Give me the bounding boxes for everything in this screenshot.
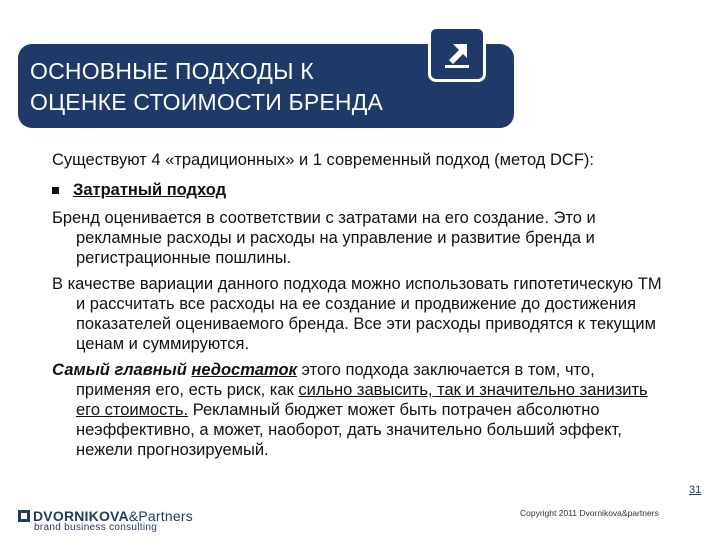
lead-text: Самый главный <box>52 361 192 379</box>
paragraph-1: Бренд оценивается в соответствии с затратами на его создание. Это и рекламные расходы и расходы на управление и развитие бренда и регистрационные пошлины. <box>52 209 596 267</box>
logo-brand-light: &Partners <box>128 508 193 524</box>
bullet-label: Затратный подход <box>73 181 227 199</box>
paragraph-3-mid: этого подхода заключается в том, что, применяя его, есть риск, как <box>76 361 595 399</box>
title-line-2: ОЦЕНКЕ СТОИМОСТИ БРЕНДА <box>30 89 384 115</box>
paragraph-2: В качестве вариации данного подхода можно использовать гипотетическую ТМ и рассчитать все расходы на ее создание и продвижение до достижения показателей оцениваемого бренда. Все эти расходы приводятся к текущим ценам и суммируются. <box>52 275 662 353</box>
copyright-text: Copyright 2011 Dvornikova&partners <box>520 508 659 518</box>
lead-emphasis: недостаток <box>191 361 297 379</box>
logo-tagline: brand business consulting <box>34 522 158 533</box>
paragraph-3-tail: Рекламный бюджет может быть потрачен абсолютно неэффективно, а может, наоборот, дать значительно больший эффект, нежели прогнозируемый. <box>76 401 622 459</box>
slide-number-link[interactable]: 31 <box>689 484 702 496</box>
title-line-1: ОСНОВНЫЕ ПОДХОДЫ К <box>30 58 314 84</box>
diagonal-arrow-icon <box>443 40 471 68</box>
paragraph-3-underlined: сильно завысить, так и значительно занизить его стоимость. <box>76 381 648 419</box>
page-title <box>30 56 383 118</box>
logo-brand-bold: DVORNIKOVA <box>33 508 129 524</box>
bullet-item <box>52 180 672 200</box>
logo-mark-icon <box>18 510 30 522</box>
slide-body <box>52 150 672 466</box>
paragraph-3 <box>52 360 672 460</box>
paragraph-3-lead <box>52 361 297 379</box>
intro-text: Существуют 4 «традиционных» и 1 современный подход (метод DCF): <box>52 151 594 169</box>
company-logo <box>18 508 193 533</box>
navigate-button[interactable] <box>428 26 486 82</box>
bullet-square-icon <box>52 187 59 194</box>
